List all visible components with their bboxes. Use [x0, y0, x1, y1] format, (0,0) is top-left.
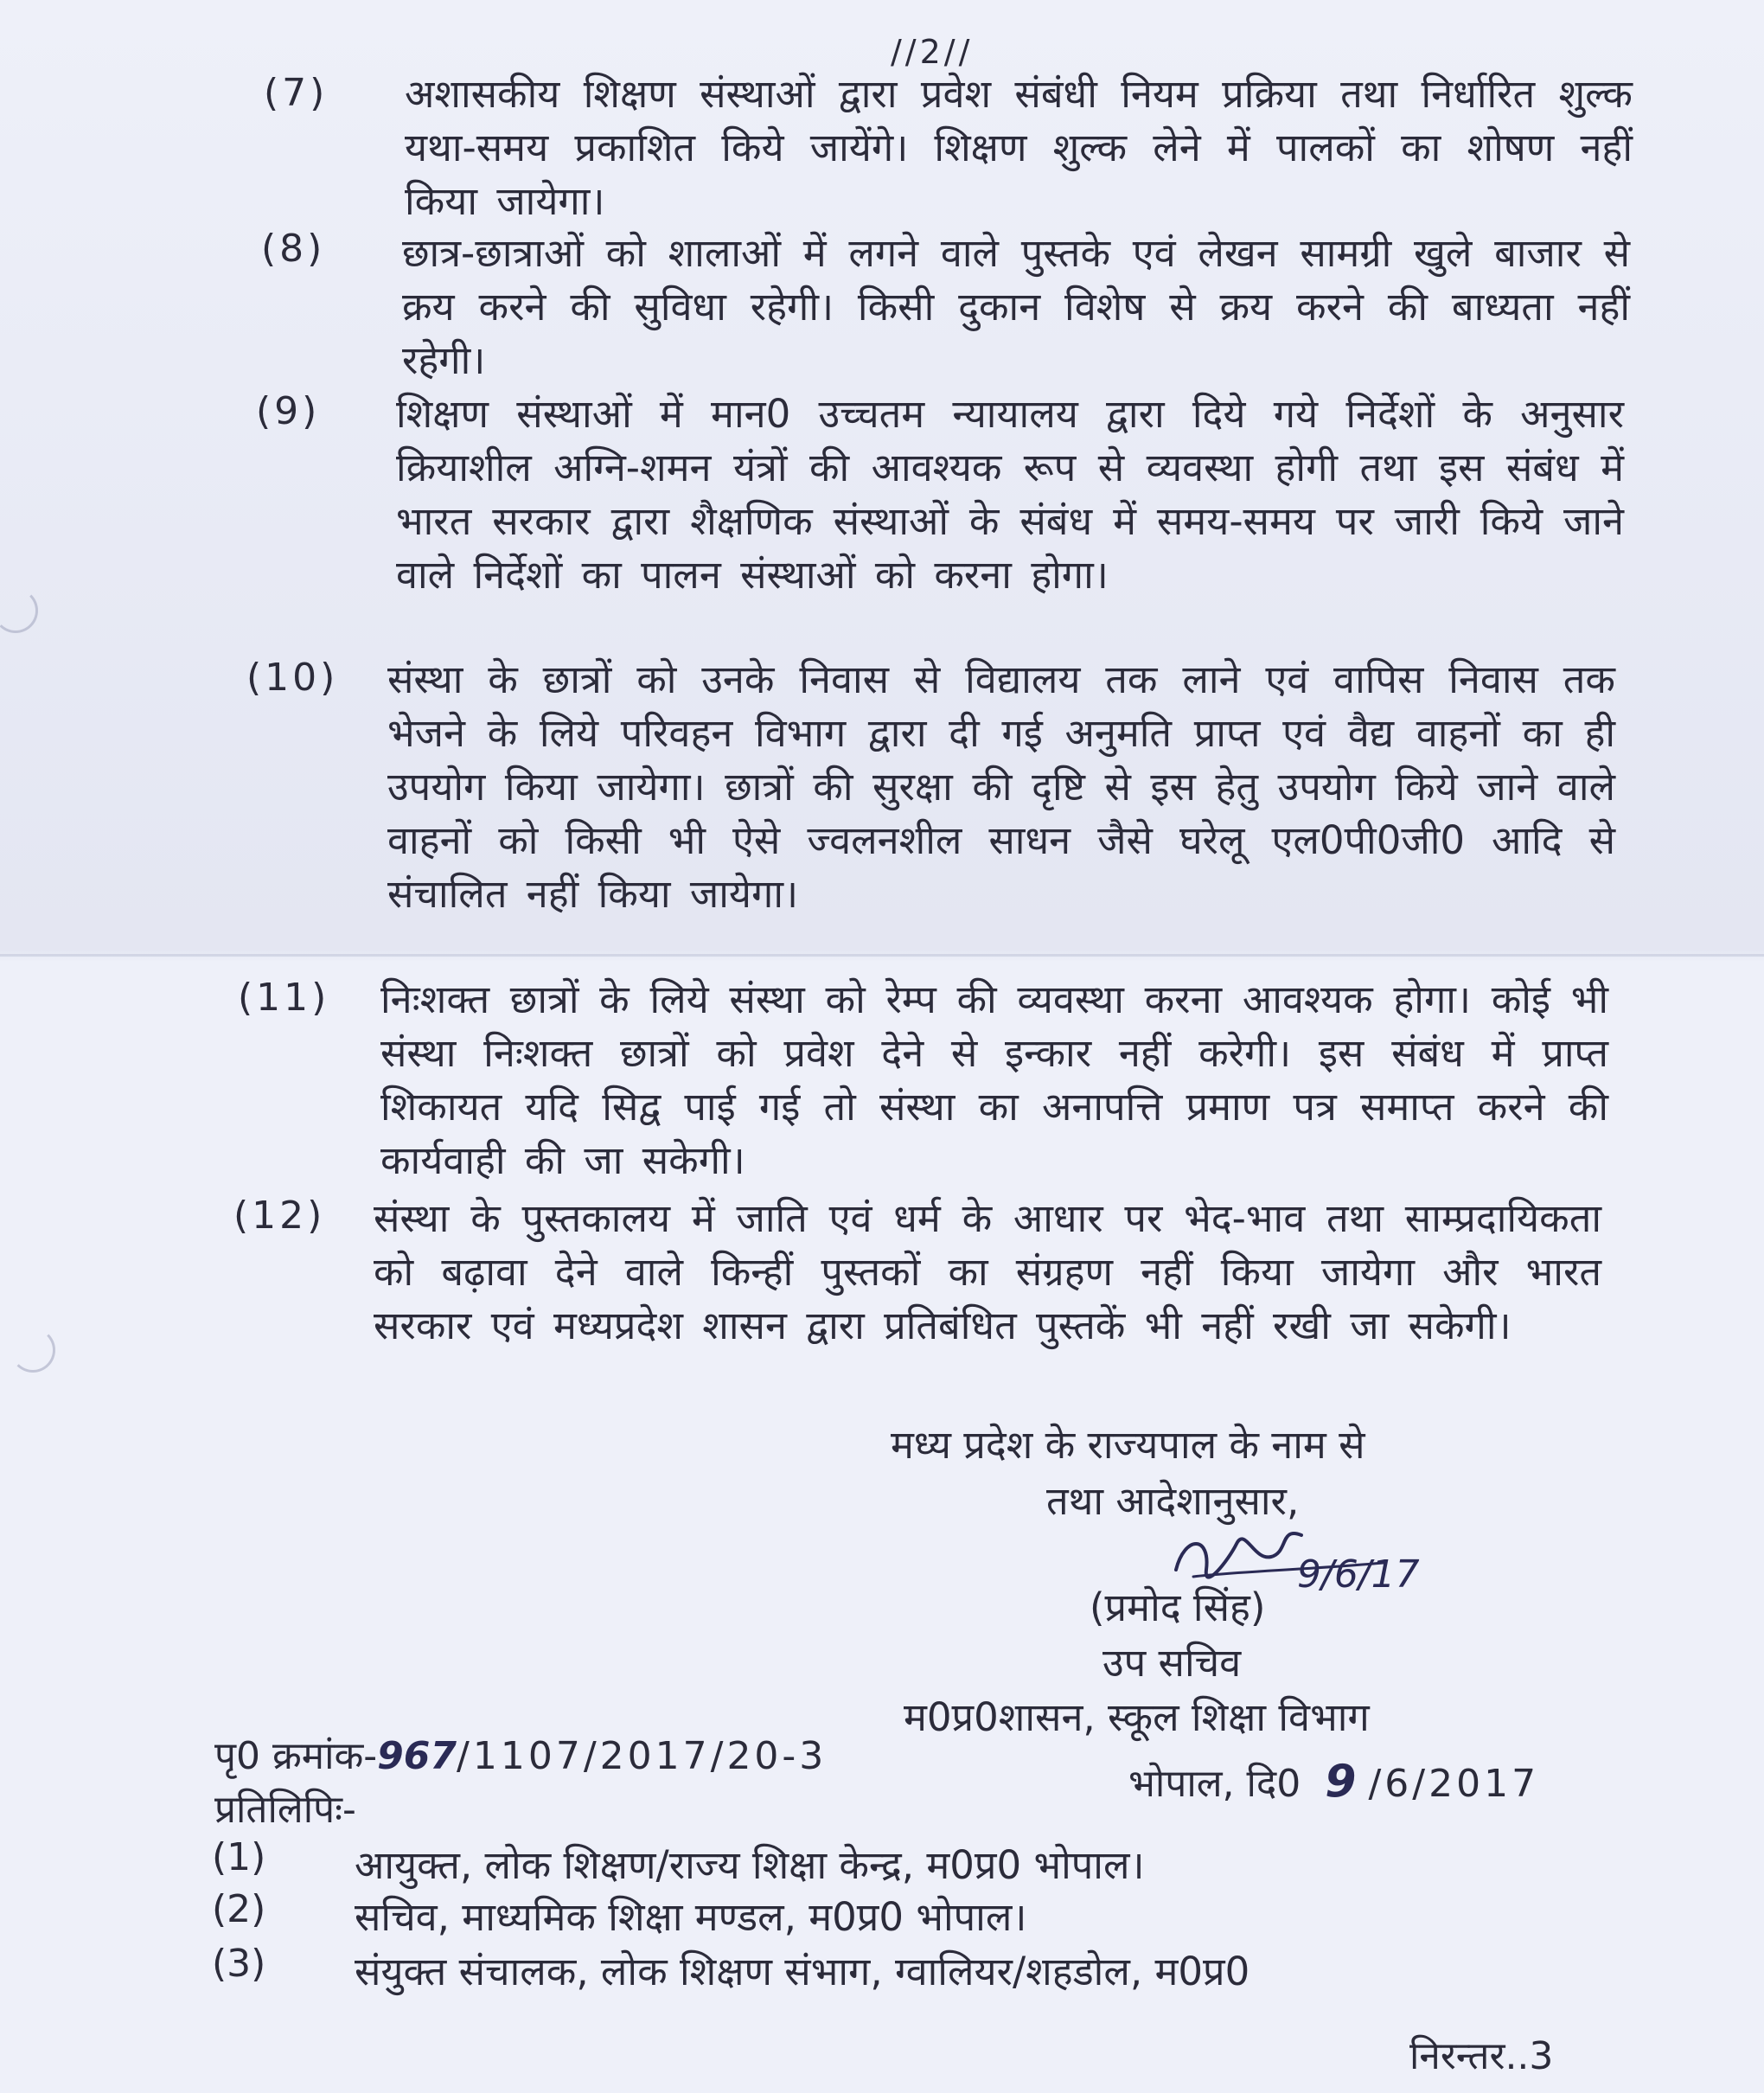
authority-line: मध्य प्रदेश के राज्यपाल के नाम से	[891, 1422, 1365, 1468]
clause-text: संस्था के पुस्तकालय में जाति एवं धर्म के आधार पर भेद-भाव तथा साम्प्रदायिकता को बढ़ावा देने वाले किन्हीं पुस्तकों का संग्रहण नहीं किया जायेगा और भारत सरकार एवं मध्यप्रदेश शासन द्वारा प्रतिबंधित पुस्तकें भी नहीं रखी जा सकेगी।	[374, 1195, 1601, 1348]
clause-number: (9)	[256, 389, 321, 433]
distribution-number: (2)	[212, 1887, 266, 1931]
clause-number: (11)	[238, 976, 330, 1020]
punch-hole-mark	[0, 588, 38, 633]
clause-number: (12)	[233, 1194, 326, 1238]
signatory-department: म0प्र0शासन, स्कूल शिक्षा विभाग	[904, 1694, 1370, 1740]
clause-number: (10)	[246, 656, 339, 700]
reference-number	[214, 1728, 827, 1780]
distribution-number: (3)	[212, 1942, 266, 1986]
distribution-entry: सचिव, माध्यमिक शिक्षा मण्डल, म0प्र0 भोपाल।	[355, 1894, 1027, 1940]
reference-prefix: पृ0 क्रमांक-	[214, 1734, 378, 1778]
paper-fold-line	[0, 954, 1764, 957]
page-number: //2//	[891, 33, 974, 71]
date-suffix: /6/2017	[1368, 1762, 1540, 1806]
clause-text: छात्र-छात्राओं को शालाओं में लगने वाले पुस्तके एवं लेखन सामग्री खुले बाजार से क्रय करने की सुविधा रहेगी। किसी दुकान विशेष से क्रय करने की बाध्यता नहीं रहेगी।	[402, 230, 1630, 383]
punch-hole-mark	[10, 1328, 55, 1373]
copy-label: प्रतिलिपिः-	[214, 1788, 356, 1832]
clause-number: (7)	[264, 71, 329, 115]
handwritten-day: 9	[1325, 1756, 1357, 1808]
signatory-designation: उप सचिव	[1102, 1640, 1242, 1686]
clause-text: शिक्षण संस्थाओं में मान0 उच्चतम न्यायालय द्वारा दिये गये निर्देशों के अनुसार क्रियाशील अग्नि-शमन यंत्रों की आवश्यक रूप से व्यवस्था होगी तथा इस संबंध में भारत सरकार द्वारा शैक्षणिक संस्थाओं के संबंध में समय-समय पर जारी किये जाने वाले निर्देशों का पालन संस्थाओं को करना होगा।	[396, 391, 1624, 598]
clause-number: (8)	[261, 227, 326, 271]
continued-marker: निरन्तर..3	[1409, 2034, 1554, 2078]
clause-text: अशासकीय शिक्षण संस्थाओं द्वारा प्रवेश संबंधी नियम प्रक्रिया तथा निर्धारित शुल्क यथा-समय प्रकाशित किये जायेंगे। शिक्षण शुल्क लेने में पालकों का शोषण नहीं किया जायेगा।	[405, 71, 1633, 224]
clause-text: निःशक्त छात्रों के लिये संस्था को रेम्प की व्यवस्था करना आवश्यक होगा। कोई भी संस्था निःशक्त छात्रों को प्रवेश देने से इन्कार नहीं करेगी। इस संबंध में प्राप्त शिकायत यदि सिद्व पाई गई तो संस्था का अनापत्ति प्रमाण पत्र समाप्त करने की कार्यवाही की जा सकेगी।	[380, 976, 1608, 1183]
place-date	[1128, 1756, 1539, 1808]
clause-text: संस्था के छात्रों को उनके निवास से विद्यालय तक लाने एवं वापिस निवास तक भेजने के लिये परिवहन विभाग द्वारा दी गई अनुमति प्राप्त एवं वैद्य वाहनों का ही उपयोग किया जायेगा। छात्रों की सुरक्षा की दृष्टि से इस हेतु उपयोग किये जाने वाले वाहनों को किसी भी ऐसे ज्वलनशील साधन जैसे घरेलू एल0पी0जी0 आदि से संचालित नहीं किया जायेगा।	[387, 656, 1615, 917]
distribution-entry: संयुक्त संचालक, लोक शिक्षण संभाग, ग्वालियर/शहडोल, म0प्र0	[355, 1949, 1250, 1994]
reference-suffix: /1107/2017/20-3	[457, 1734, 828, 1778]
signature-date: 9/6/17	[1297, 1552, 1420, 1597]
distribution-number: (1)	[212, 1835, 266, 1879]
handwritten-reference-number: 967	[377, 1734, 457, 1778]
signatory-name: (प्रमोद सिंह)	[1090, 1584, 1266, 1630]
order-line: तथा आदेशानुसार,	[1046, 1478, 1300, 1524]
place-date-prefix: भोपाल, दि0	[1128, 1762, 1301, 1806]
distribution-entry: आयुक्त, लोक शिक्षण/राज्य शिक्षा केन्द्र, म0प्र0 भोपाल।	[355, 1842, 1145, 1888]
